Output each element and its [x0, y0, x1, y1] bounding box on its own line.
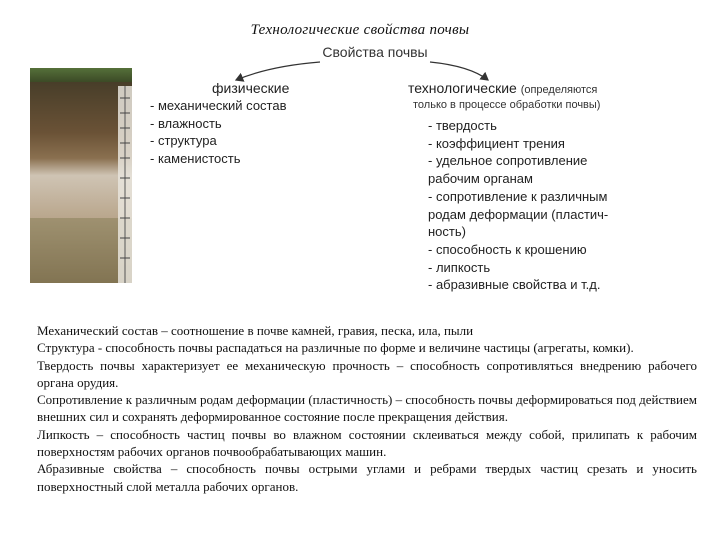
physical-properties-list — [150, 97, 287, 168]
definition-paragraph: Абразивные свойства – способность почвы острыми углами и ребрами твердых частиц срезать и уносить поверхностный слой металла рабочих органов. — [37, 461, 697, 494]
arrow-to-technological — [430, 62, 488, 80]
technological-properties-list — [428, 117, 608, 294]
technological-note-line2: только в процессе обработки почвы) — [413, 99, 601, 111]
technological-note: (определяются — [520, 84, 598, 96]
definitions-text — [37, 322, 697, 495]
soil-profile-photo — [30, 68, 132, 283]
list-item: - удельное сопротивление — [428, 153, 588, 169]
list-item: - коэффициент трения — [428, 135, 565, 151]
list-item: - структура — [150, 133, 217, 149]
arrow-to-physical — [236, 62, 320, 80]
list-item: - способность к крошению — [428, 241, 587, 257]
diagram-title: Свойства почвы — [322, 44, 428, 60]
definition-paragraph: Механический состав – соотношение в почве камней, гравия, песка, ила, пыли — [37, 323, 474, 338]
list-item: - каменистость — [150, 151, 241, 167]
list-item: рабочим органам — [428, 171, 533, 187]
technological-heading — [408, 80, 597, 96]
list-item: - абразивные свойства и т.д. — [428, 277, 601, 293]
list-item: - механический состав — [150, 98, 287, 113]
list-item: - сопротивление к различным — [428, 188, 608, 204]
list-item: - твердость — [428, 118, 497, 133]
page-title: Технологические свойства почвы — [250, 22, 470, 38]
definition-paragraph: Липкость – способность частиц почвы во влажном состоянии склеиваться между собой, прилипать к рабочим поверхностям рабочих органов почвообрабатывающих машин. — [37, 426, 697, 460]
list-item: родам деформации (пластич- — [428, 206, 609, 222]
definition-paragraph: Твердость почвы характеризует ее механическую прочность – способность сопротивляться внедрению рабочего органа орудия. — [37, 357, 697, 390]
physical-heading: физические — [212, 80, 290, 96]
list-item: - липкость — [428, 259, 491, 275]
list-item: - влажность — [150, 115, 222, 131]
definition-paragraph: Структура - способность почвы распадаться на различные по форме и величине частицы (агрегаты, комки). — [37, 340, 634, 356]
list-item: ность) — [428, 224, 466, 240]
technological-heading-label: технологические — [408, 80, 517, 96]
definition-paragraph: Сопротивление к различным родам деформации (пластичность) – способность почвы деформироваться под действием внешних сил и сохранять деформированное состояние после прекращения действия. — [37, 392, 697, 425]
